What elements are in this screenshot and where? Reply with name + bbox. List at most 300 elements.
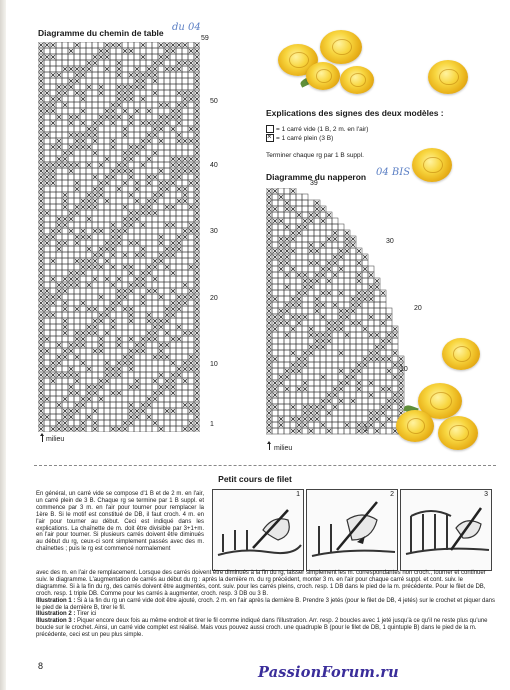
grid-cell bbox=[356, 326, 362, 332]
filled-square-mark bbox=[357, 279, 361, 283]
grid-cell bbox=[50, 210, 56, 216]
grid-cell bbox=[170, 96, 176, 102]
grid-cell bbox=[176, 150, 182, 156]
grid-cell bbox=[314, 290, 320, 296]
grid-cell bbox=[50, 222, 56, 228]
grid-cell bbox=[152, 342, 158, 348]
filled-square-mark bbox=[393, 351, 397, 355]
filled-square-mark bbox=[177, 175, 181, 179]
grid-cell bbox=[284, 362, 290, 368]
grid-cell bbox=[362, 284, 368, 290]
grid-cell bbox=[164, 84, 170, 90]
filled-square-mark bbox=[159, 259, 163, 263]
filled-square-mark bbox=[147, 121, 151, 125]
filled-square-mark bbox=[285, 321, 289, 325]
grid-cell bbox=[176, 180, 182, 186]
grid-cell bbox=[80, 78, 86, 84]
grid-cell bbox=[356, 398, 362, 404]
grid-cell bbox=[62, 72, 68, 78]
grid-cell bbox=[128, 342, 134, 348]
grid-cell bbox=[92, 288, 98, 294]
grid-cell bbox=[56, 60, 62, 66]
grid-cell bbox=[74, 102, 80, 108]
grid-cell bbox=[44, 384, 50, 390]
grid-cell bbox=[332, 218, 338, 224]
filled-square-mark bbox=[285, 375, 289, 379]
filled-square-mark bbox=[285, 201, 289, 205]
right-chart-title: Diagramme du napperon bbox=[266, 172, 367, 182]
grid-cell bbox=[86, 408, 92, 414]
filled-square-mark bbox=[111, 253, 115, 257]
grid-cell bbox=[380, 296, 386, 302]
grid-cell bbox=[98, 270, 104, 276]
filled-square-mark bbox=[375, 411, 379, 415]
filled-square-mark bbox=[57, 97, 61, 101]
grid-cell bbox=[56, 150, 62, 156]
grid-cell bbox=[68, 72, 74, 78]
grid-cell bbox=[92, 312, 98, 318]
grid-cell bbox=[110, 96, 116, 102]
grid-cell bbox=[140, 90, 146, 96]
grid-cell bbox=[68, 324, 74, 330]
filled-square-mark bbox=[51, 55, 55, 59]
grid-cell bbox=[290, 344, 296, 350]
grid-cell bbox=[302, 326, 308, 332]
grid-cell bbox=[116, 414, 122, 420]
grid-cell bbox=[140, 48, 146, 54]
filled-square-mark bbox=[39, 397, 43, 401]
grid-cell bbox=[182, 114, 188, 120]
row-label: 30 bbox=[210, 228, 218, 235]
grid-cell bbox=[302, 368, 308, 374]
grid-cell bbox=[80, 348, 86, 354]
grid-cell bbox=[278, 356, 284, 362]
grid-cell bbox=[44, 216, 50, 222]
grid-cell bbox=[128, 258, 134, 264]
filled-square-mark bbox=[165, 205, 169, 209]
filled-square-mark bbox=[81, 229, 85, 233]
grid-cell bbox=[128, 426, 134, 432]
grid-cell bbox=[344, 356, 350, 362]
grid-cell bbox=[92, 342, 98, 348]
filled-square-mark bbox=[99, 265, 103, 269]
filled-square-mark bbox=[39, 223, 43, 227]
grid-cell bbox=[74, 108, 80, 114]
filled-square-mark bbox=[177, 109, 181, 113]
grid-cell bbox=[314, 356, 320, 362]
grid-cell bbox=[86, 360, 92, 366]
filled-square-mark bbox=[177, 115, 181, 119]
filled-square-mark bbox=[369, 273, 373, 277]
filled-square-mark bbox=[291, 237, 295, 241]
filled-square-mark bbox=[195, 253, 199, 257]
grid-cell bbox=[170, 414, 176, 420]
filled-square-mark bbox=[327, 399, 331, 403]
grid-cell bbox=[356, 266, 362, 272]
grid-cell bbox=[146, 162, 152, 168]
grid-cell bbox=[92, 156, 98, 162]
grid-cell bbox=[182, 264, 188, 270]
grid-cell bbox=[158, 90, 164, 96]
grid-cell bbox=[284, 344, 290, 350]
filled-square-mark bbox=[39, 217, 43, 221]
grid-cell bbox=[188, 42, 194, 48]
filled-square-mark bbox=[189, 67, 193, 71]
grid-cell bbox=[386, 374, 392, 380]
grid-cell bbox=[86, 114, 92, 120]
filled-square-mark bbox=[195, 145, 199, 149]
grid-cell bbox=[170, 120, 176, 126]
crochet-diagram-icon bbox=[307, 490, 397, 570]
filled-square-mark bbox=[81, 265, 85, 269]
filled-square-mark bbox=[117, 361, 121, 365]
filled-square-mark bbox=[39, 193, 43, 197]
filled-square-mark bbox=[87, 415, 91, 419]
grid-cell bbox=[86, 48, 92, 54]
filled-square-mark bbox=[339, 327, 343, 331]
grid-cell bbox=[140, 198, 146, 204]
grid-cell bbox=[98, 126, 104, 132]
grid-cell bbox=[98, 390, 104, 396]
filled-square-mark bbox=[123, 91, 127, 95]
grid-cell bbox=[374, 296, 380, 302]
filled-square-mark bbox=[279, 309, 283, 313]
filled-square-mark bbox=[159, 139, 163, 143]
grid-cell bbox=[152, 180, 158, 186]
grid-cell bbox=[344, 344, 350, 350]
grid-cell bbox=[368, 398, 374, 404]
grid-cell bbox=[272, 236, 278, 242]
grid-cell bbox=[104, 270, 110, 276]
grid-cell bbox=[296, 374, 302, 380]
filled-square-mark bbox=[69, 85, 73, 89]
grid-cell bbox=[68, 222, 74, 228]
filled-square-mark bbox=[135, 79, 139, 83]
grid-cell bbox=[320, 350, 326, 356]
grid-cell bbox=[158, 408, 164, 414]
grid-cell bbox=[86, 90, 92, 96]
filled-square-mark bbox=[63, 427, 67, 431]
filled-square-mark bbox=[375, 351, 379, 355]
filled-square-mark bbox=[189, 409, 193, 413]
filled-square-mark bbox=[153, 73, 157, 77]
grid-cell bbox=[170, 78, 176, 84]
grid-cell bbox=[296, 242, 302, 248]
grid-cell bbox=[158, 198, 164, 204]
filled-square-mark bbox=[129, 91, 133, 95]
grid-cell bbox=[86, 156, 92, 162]
filled-square-mark bbox=[285, 309, 289, 313]
filled-square-mark bbox=[333, 321, 337, 325]
filled-square-mark bbox=[183, 187, 187, 191]
grid-cell bbox=[116, 318, 122, 324]
filled-square-mark bbox=[63, 331, 67, 335]
filled-square-mark bbox=[51, 427, 55, 431]
filled-square-mark bbox=[345, 243, 349, 247]
grid-cell bbox=[188, 396, 194, 402]
filled-square-mark bbox=[171, 409, 175, 413]
grid-cell bbox=[104, 228, 110, 234]
filled-square-mark bbox=[99, 49, 103, 53]
grid-cell bbox=[74, 54, 80, 60]
filled-square-mark bbox=[165, 115, 169, 119]
grid-cell bbox=[350, 356, 356, 362]
grid-cell bbox=[68, 102, 74, 108]
grid-cell bbox=[110, 288, 116, 294]
grid-cell bbox=[122, 192, 128, 198]
grid-cell bbox=[182, 144, 188, 150]
grid-cell bbox=[164, 198, 170, 204]
filled-square-mark bbox=[279, 315, 283, 319]
grid-cell bbox=[176, 204, 182, 210]
filled-square-mark bbox=[99, 181, 103, 185]
filled-square-mark bbox=[51, 277, 55, 281]
grid-cell bbox=[170, 324, 176, 330]
grid-cell bbox=[272, 416, 278, 422]
filled-square-mark bbox=[267, 297, 271, 301]
filled-square-mark bbox=[267, 219, 271, 223]
filled-square-mark bbox=[273, 393, 277, 397]
filled-square-mark bbox=[267, 345, 271, 349]
filled-square-mark bbox=[351, 375, 355, 379]
filled-square-mark bbox=[63, 277, 67, 281]
grid-cell bbox=[44, 270, 50, 276]
filled-square-mark bbox=[357, 387, 361, 391]
grid-cell bbox=[272, 428, 278, 434]
filled-square-mark bbox=[39, 319, 43, 323]
grid-cell bbox=[188, 234, 194, 240]
grid-cell bbox=[116, 348, 122, 354]
grid-cell bbox=[80, 288, 86, 294]
filled-square-mark bbox=[363, 363, 367, 367]
grid-cell bbox=[314, 368, 320, 374]
grid-cell bbox=[134, 126, 140, 132]
filled-square-mark bbox=[45, 289, 49, 293]
filled-square-mark bbox=[195, 235, 199, 239]
grid-cell bbox=[290, 410, 296, 416]
filled-square-mark bbox=[195, 133, 199, 137]
filled-square-mark bbox=[81, 397, 85, 401]
grid-cell bbox=[80, 60, 86, 66]
filled-square-mark bbox=[387, 405, 391, 409]
filled-square-mark bbox=[177, 373, 181, 377]
grid-cell bbox=[110, 156, 116, 162]
grid-cell bbox=[344, 410, 350, 416]
grid-cell bbox=[122, 378, 128, 384]
filled-square-mark bbox=[63, 67, 67, 71]
filled-square-mark bbox=[99, 115, 103, 119]
filled-square-mark bbox=[105, 55, 109, 59]
grid-cell bbox=[98, 72, 104, 78]
grid-cell bbox=[158, 72, 164, 78]
grid-cell bbox=[182, 312, 188, 318]
filled-square-mark bbox=[81, 199, 85, 203]
filled-square-mark bbox=[399, 375, 403, 379]
grid-cell bbox=[188, 210, 194, 216]
filled-square-mark bbox=[129, 85, 133, 89]
grid-cell bbox=[56, 330, 62, 336]
grid-cell bbox=[116, 384, 122, 390]
grid-cell bbox=[56, 312, 62, 318]
filled-square-mark bbox=[45, 169, 49, 173]
grid-cell bbox=[128, 108, 134, 114]
grid-cell bbox=[176, 126, 182, 132]
grid-cell bbox=[44, 84, 50, 90]
grid-cell bbox=[380, 380, 386, 386]
grid-cell bbox=[278, 368, 284, 374]
filled-square-mark bbox=[93, 307, 97, 311]
grid-cell bbox=[314, 242, 320, 248]
filled-square-mark bbox=[129, 151, 133, 155]
filled-square-mark bbox=[39, 169, 43, 173]
filled-square-mark bbox=[75, 187, 79, 191]
grid-cell bbox=[170, 354, 176, 360]
grid-cell bbox=[74, 48, 80, 54]
grid-cell bbox=[74, 288, 80, 294]
grid-cell bbox=[116, 48, 122, 54]
filled-square-mark bbox=[153, 67, 157, 71]
grid-cell bbox=[284, 290, 290, 296]
grid-cell bbox=[182, 384, 188, 390]
grid-cell bbox=[308, 272, 314, 278]
grid-cell bbox=[122, 42, 128, 48]
filled-square-mark bbox=[165, 253, 169, 257]
grid-cell bbox=[332, 428, 338, 434]
grid-cell bbox=[308, 320, 314, 326]
filled-square-mark bbox=[333, 261, 337, 265]
grid-cell bbox=[128, 60, 134, 66]
filled-square-mark bbox=[129, 313, 133, 317]
grid-cell bbox=[188, 252, 194, 258]
filled-square-mark bbox=[153, 421, 157, 425]
filled-square-mark bbox=[165, 55, 169, 59]
filled-square-mark bbox=[315, 339, 319, 343]
grid-cell bbox=[122, 78, 128, 84]
grid-cell bbox=[332, 422, 338, 428]
filled-square-mark bbox=[393, 393, 397, 397]
grid-cell bbox=[152, 162, 158, 168]
grid-cell bbox=[326, 374, 332, 380]
filled-square-mark bbox=[75, 145, 79, 149]
filled-square-mark bbox=[153, 91, 157, 95]
filled-square-mark bbox=[357, 381, 361, 385]
grid-cell bbox=[356, 308, 362, 314]
grid-cell bbox=[302, 332, 308, 338]
filled-square-mark bbox=[105, 157, 109, 161]
grid-cell bbox=[296, 338, 302, 344]
grid-cell bbox=[164, 282, 170, 288]
filled-square-mark bbox=[39, 349, 43, 353]
grid-cell bbox=[50, 204, 56, 210]
grid-cell bbox=[122, 402, 128, 408]
grid-cell bbox=[182, 324, 188, 330]
grid-cell bbox=[278, 332, 284, 338]
grid-cell bbox=[98, 288, 104, 294]
filled-square-mark bbox=[333, 387, 337, 391]
filled-square-mark bbox=[69, 391, 73, 395]
grid-cell bbox=[110, 354, 116, 360]
grid-cell bbox=[320, 392, 326, 398]
grid-cell bbox=[338, 428, 344, 434]
filled-square-mark bbox=[285, 261, 289, 265]
grid-cell bbox=[278, 290, 284, 296]
filled-square-mark bbox=[393, 363, 397, 367]
filled-square-mark bbox=[129, 121, 133, 125]
grid-cell bbox=[128, 246, 134, 252]
filled-square-mark bbox=[117, 373, 121, 377]
grid-cell bbox=[56, 108, 62, 114]
grid-cell bbox=[116, 270, 122, 276]
filled-square-mark bbox=[93, 409, 97, 413]
filled-square-mark bbox=[183, 229, 187, 233]
grid-cell bbox=[146, 84, 152, 90]
filled-square-mark bbox=[87, 235, 91, 239]
grid-cell bbox=[62, 54, 68, 60]
grid-cell bbox=[140, 264, 146, 270]
grid-cell bbox=[368, 320, 374, 326]
grid-cell bbox=[80, 54, 86, 60]
filled-square-mark bbox=[291, 429, 295, 433]
grid-cell bbox=[86, 120, 92, 126]
grid-cell bbox=[176, 78, 182, 84]
grid-cell bbox=[176, 288, 182, 294]
filled-square-mark bbox=[189, 157, 193, 161]
filled-square-mark bbox=[267, 267, 271, 271]
filled-square-mark bbox=[189, 181, 193, 185]
filled-square-mark bbox=[159, 235, 163, 239]
grid-cell bbox=[284, 428, 290, 434]
filled-square-mark bbox=[351, 321, 355, 325]
filled-square-mark bbox=[129, 169, 133, 173]
grid-cell bbox=[104, 324, 110, 330]
grid-cell bbox=[62, 360, 68, 366]
grid-cell bbox=[362, 302, 368, 308]
grid-cell bbox=[110, 348, 116, 354]
filled-square-mark bbox=[69, 271, 73, 275]
grid-cell bbox=[170, 276, 176, 282]
grid-cell bbox=[62, 60, 68, 66]
grid-cell bbox=[182, 210, 188, 216]
grid-cell bbox=[56, 120, 62, 126]
filled-square-mark bbox=[189, 367, 193, 371]
grid-cell bbox=[158, 108, 164, 114]
grid-cell bbox=[44, 408, 50, 414]
grid-cell bbox=[188, 276, 194, 282]
grid-cell bbox=[272, 200, 278, 206]
filled-square-mark bbox=[135, 85, 139, 89]
filled-square-mark bbox=[69, 115, 73, 119]
grid-cell bbox=[188, 174, 194, 180]
illustration-1-instructions bbox=[36, 598, 496, 612]
filled-square-mark bbox=[99, 319, 103, 323]
filled-square-mark bbox=[195, 289, 199, 293]
filled-square-mark bbox=[111, 301, 115, 305]
filled-square-mark bbox=[195, 121, 199, 125]
grid-cell bbox=[110, 402, 116, 408]
filled-square-mark bbox=[87, 133, 91, 137]
grid-cell bbox=[92, 180, 98, 186]
filled-square-mark bbox=[87, 397, 91, 401]
filled-square-mark bbox=[165, 43, 169, 47]
filled-square-mark bbox=[87, 367, 91, 371]
grid-cell bbox=[314, 236, 320, 242]
grid-cell bbox=[146, 222, 152, 228]
filled-square-mark bbox=[189, 427, 193, 431]
filled-square-mark bbox=[171, 307, 175, 311]
grid-cell bbox=[104, 192, 110, 198]
grid-cell bbox=[134, 120, 140, 126]
grid-cell bbox=[374, 404, 380, 410]
